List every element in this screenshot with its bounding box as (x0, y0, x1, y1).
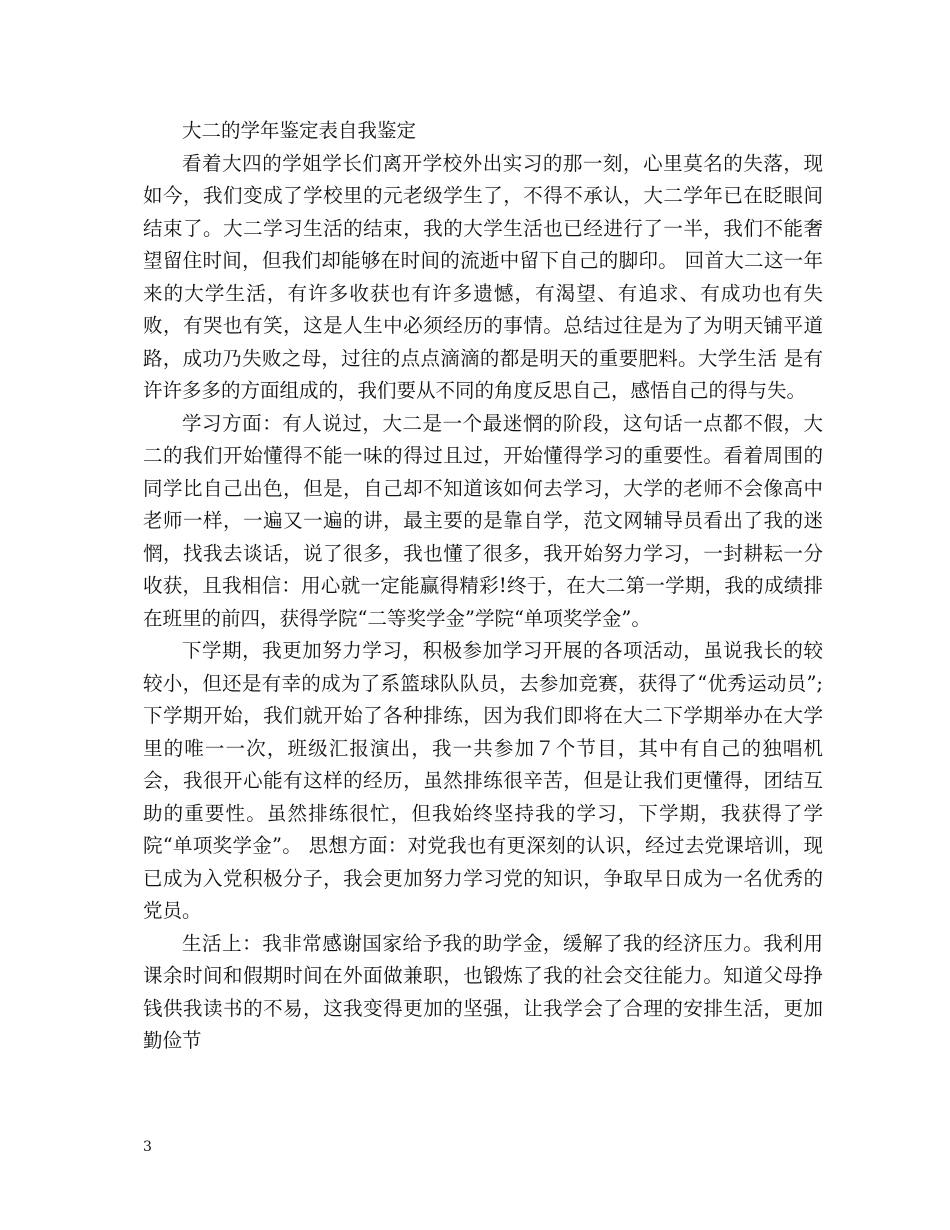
paragraph-intro: 看着大四的学姐学长们离开学校外出实习的那一刻，心里莫名的失落，现如今，我们变成了学校里的元老级学生了，不得不承认，大二学年已在眨眼间结束了。大二学习生活的结束，我的大学生活也已经进行了一半，我们不能奢望留住时间，但我们却能够在时间的流逝中留下自己的脚印。 回首大二这一年来的大学生活，有许多收获也有许多遗憾，有渴望、有追求、有成功也有失败，有哭也有笑，这是人生中必须经历的事情。总结过往是为了为明天铺平道路，成功乃失败之母，过往的点点滴滴的都是明天的重要肥料。大学生活 是有许许多多的方面组成的，我们要从不同的角度反思自己，感悟自己的得与失。 (143, 151, 823, 402)
paragraph-study: 学习方面：有人说过，大二是一个最迷惘的阶段，这句话一点都不假，大二的我们开始懂得不能一味的得过且过，开始懂得学习的重要性。看着周围的同学比自己出色，但是，自己却不知道该如何去学习，大学的老师不会像高中老师一样，一遍又一遍的讲，最主要的是靠自学，范文网辅导员看出了我的迷惘，找我去谈话，说了很多，我也懂了很多，我开始努力学习，一封耕耘一分收获，且我相信：用心就一定能赢得精彩!终于，在大二第一学期，我的成绩排在班里的前四，获得学院“二等奖学金”学院“单项奖学金”。 (143, 411, 823, 630)
paragraph-life: 生活上：我非常感谢国家给予我的助学金，缓解了我的经济压力。我利用课余时间和假期时间在外面做兼职，也锻炼了我的社会交往能力。知道父母挣钱供我读书的不易，这我变得更加的坚强，让我学会了合理的安排生活，更加勤俭节 (143, 931, 823, 1052)
paragraph-second-semester: 下学期，我更加努力学习，积极参加学习开展的各项活动，虽说我长的较较小，但还是有幸的成为了系篮球队队员，去参加竞赛，获得了“优秀运动员”;下学期开始，我们就开始了各种排练，因为我们即将在大二下学期举办在大学里的唯一一次，班级汇报演出，我一共参加７个节目，其中有自己的独唱机会，我很开心能有这样的经历，虽然排练很辛苦，但是让我们更懂得，团结互助的重要性。虽然排练很忙，但我始终坚持我的学习，下学期，我获得了学院“单项奖学金”。 思想方面：对党我也有更深刻的认识，经过去党课培训，现已成为入党积极分子，我会更加努力学习党的知识，争取早日成为一名优秀的党员。 (143, 639, 823, 922)
page-number: 3 (143, 1139, 152, 1155)
document-body (143, 115, 823, 1058)
document-title: 大二的学年鉴定表自我鉴定 (182, 119, 417, 142)
